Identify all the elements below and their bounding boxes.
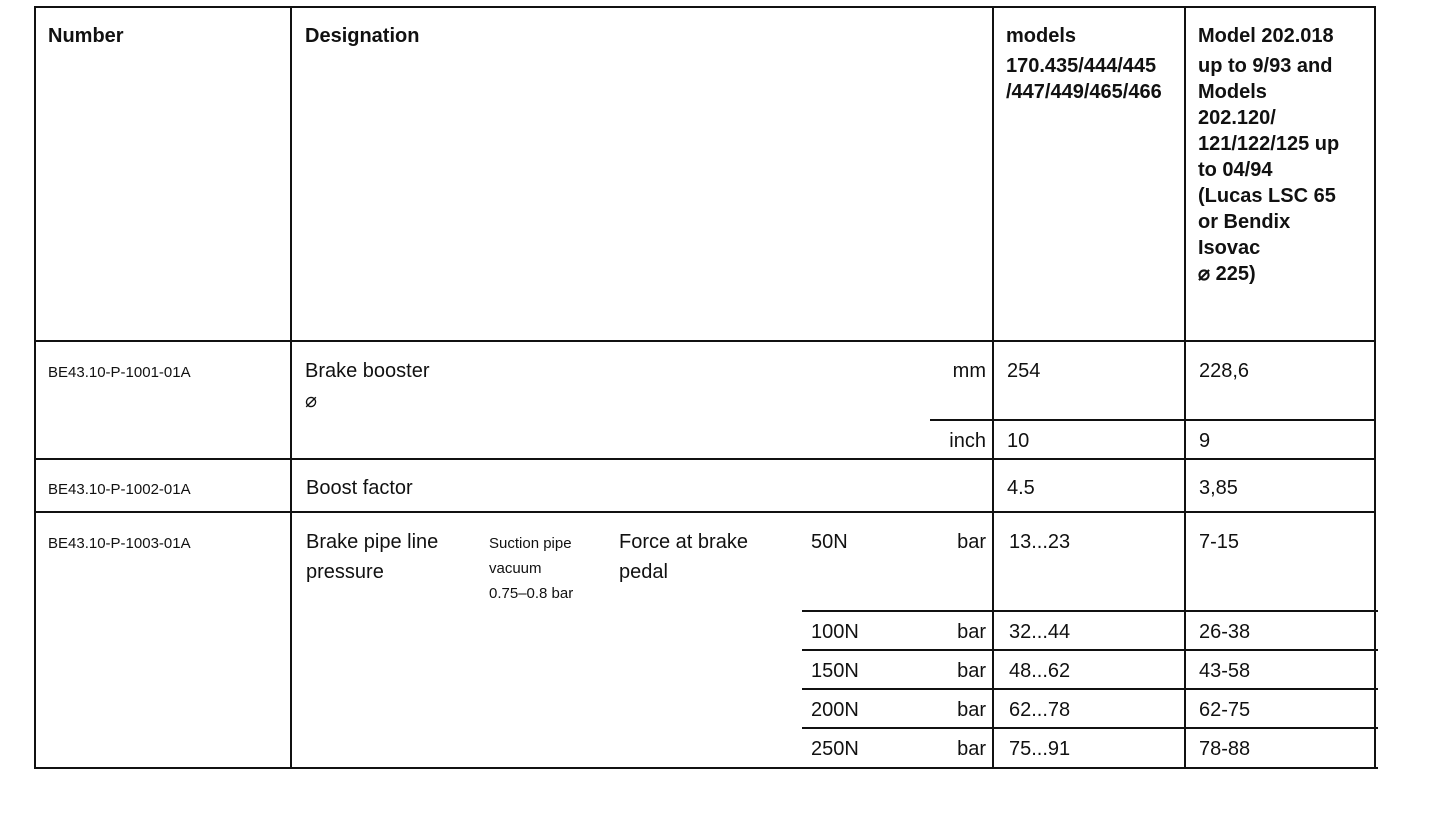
boost-model202: 3,85 [1199,477,1238,499]
boost-number: BE43.10-P-1002-01A [48,481,191,498]
table-border-bottom [34,767,1378,769]
pressure-number: BE43.10-P-1003-01A [48,535,191,552]
force-rule-250 [802,727,1378,729]
header-number: Number [48,25,124,47]
boost-bottom-rule [34,511,1376,513]
col-divider-model202 [1184,6,1186,769]
boost-designation: Boost factor [306,477,413,499]
force-rule-100 [802,610,1378,612]
col-divider-designation [290,6,292,769]
booster-inch-models: 10 [1007,430,1030,452]
booster-unit-inch: inch [949,430,986,452]
booster-number: BE43.10-P-1001-01A [48,364,191,381]
table-border-left [34,6,36,769]
booster-mm-models: 254 [1007,360,1041,382]
suction-line3: 0.75–0.8 bar [489,585,574,602]
booster-inch-model202: 9 [1199,430,1211,452]
booster-unit-mm: mm [952,360,986,382]
booster-designation: Brake booster [305,360,430,382]
force-rule-200 [802,688,1378,690]
force-label-line2: pedal [619,561,668,583]
force-label-line1: Force at brake [619,531,748,553]
header-bottom-rule [34,340,1376,342]
pressure-designation-line1: Brake pipe line [306,531,439,553]
suction-line1: Suction pipe [489,535,572,552]
suction-line2: vacuum [489,560,542,577]
table-border-right [1374,6,1376,769]
booster-mid-rule [930,419,1376,421]
pressure-designation-line2: pressure [306,561,384,583]
booster-bottom-rule [34,458,1376,460]
diameter-symbol: ⌀ [305,390,318,412]
col-divider-models [992,6,994,769]
header-designation: Designation [305,25,420,47]
boost-models: 4.5 [1007,477,1035,499]
booster-mm-model202: 228,6 [1199,360,1250,382]
force-rule-150 [802,649,1378,651]
table-border-top [34,6,1376,8]
